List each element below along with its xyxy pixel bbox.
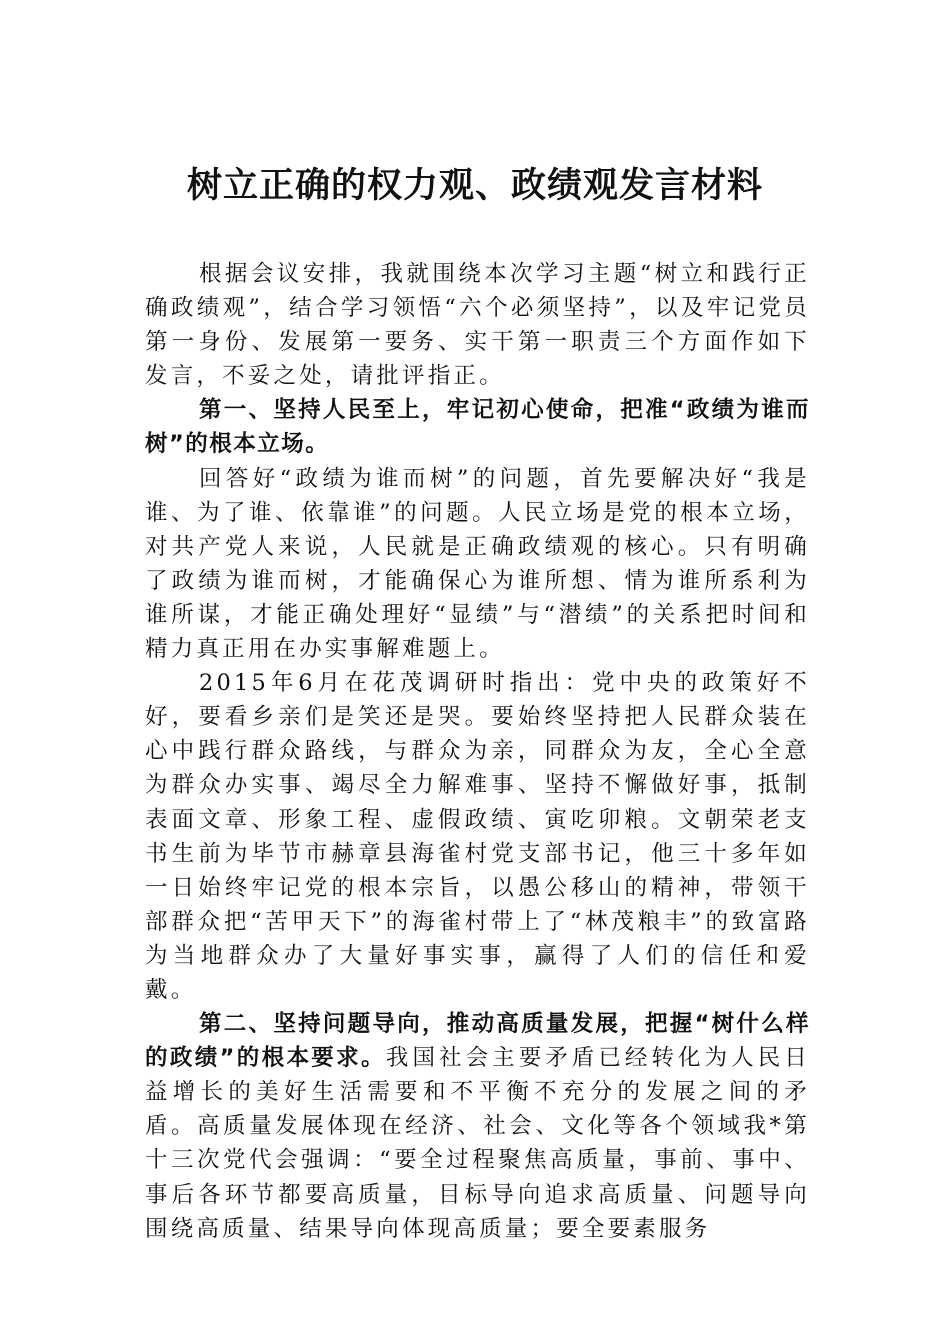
section-heading-1: 第一、坚持人民至上，牢记初心使命，把准“政绩为谁而树”的根本立场。 [145, 397, 810, 458]
section-heading-2: 第二、坚持问题导向，推动高质量发展，把握“树什么样的政绩”的根本要求。 [145, 1011, 810, 1072]
paragraph-political-achievement: 回答好“政绩为谁而树”的问题，首先要解决好“我是谁、为了谁、依靠谁”的问题。人民立场是党的根本立场，对共产党人来说，人民就是正确政绩观的核心。只有明确了政绩为谁而树，才能确保心为谁所想、情为谁所系利为谁所谋，才能正确处理好“显绩”与“潜绩”的关系把时间和精力真正用在办实事解难题上。 [145, 465, 810, 663]
paragraph-high-quality-development: 我国社会主要矛盾已经转化为人民日益增长的美好生活需要和不平衡不充分的发展之间的矛盾。高质量发展体现在经济、社会、文化等各个领域我*第十三次党代会强调：“要全过程聚焦高质量，事前、事中、事后各环节都要高质量，目标导向追求高质量、问题导向围绕高质量、结果导向体现高质量；要全要素服务 [145, 1045, 810, 1242]
paragraph-huamao-visit: 2015年6月在花茂调研时指出：党中央的政策好不好，要看乡亲们是笑还是哭。要始终坚持把人民群众装在心中践行群众路线，与群众为亲，同群众为友，全心全意为群众办实事、竭尽全力解难事、坚持不懈做好事，抵制表面文章、形象工程、虚假政绩、寅吃卯粮。文朝荣老支书生前为毕节市赫章县海雀村党支部书记，他三十多年如一日始终牢记党的根本宗旨，以愚公移山的精神，带领干部群众把“苦甲天下”的海雀村带上了“林茂粮丰”的致富路为当地群众办了大量好事实事，赢得了人们的信任和爱戴。 [145, 670, 810, 1003]
paragraph-intro: 根据会议安排，我就围绕本次学习主题“树立和践行正确政绩观”，结合学习领悟“六个必须坚持”，以及牢记党员第一身份、发展第一要务、实干第一职责三个方面作如下发言，不妥之处，请批评指正。 [145, 261, 810, 390]
document-body [145, 257, 810, 1246]
document-title: 树立正确的权力观、政绩观发言材料 [186, 165, 763, 206]
paragraph-section-2 [145, 1007, 810, 1246]
